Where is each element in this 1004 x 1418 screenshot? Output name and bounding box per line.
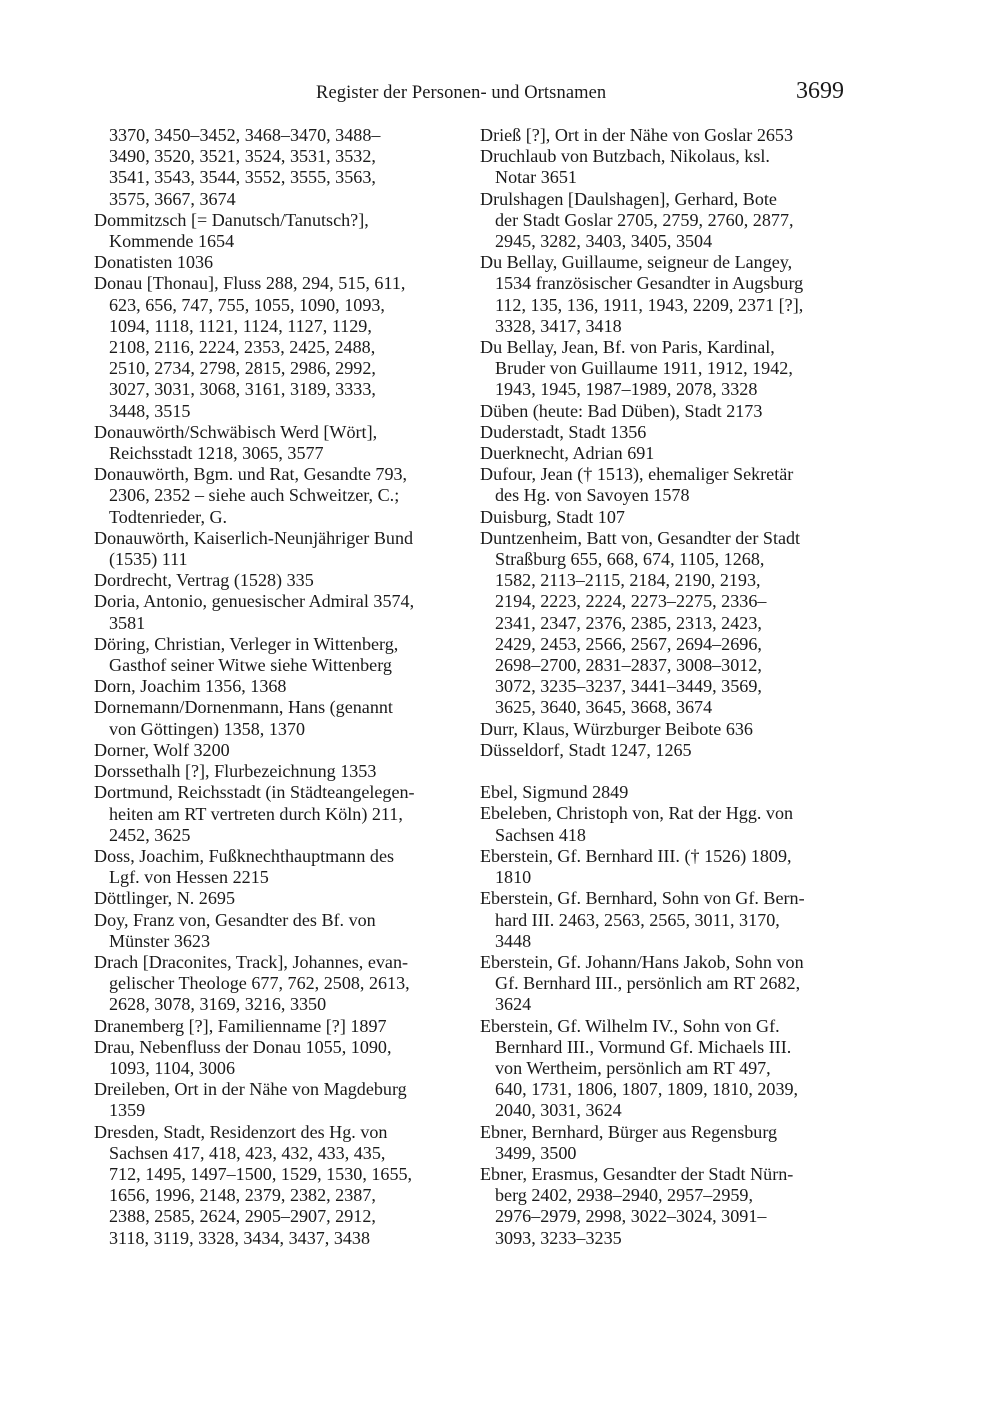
index-entry — [480, 252, 850, 337]
index-entry — [94, 210, 466, 252]
index-entry-line: 2388, 2585, 2624, 2905–2907, 2912, — [109, 1206, 376, 1227]
index-entry-line: Eberstein, Gf. Bernhard III. († 1526) 1809, — [480, 845, 792, 866]
index-entry-line: 2040, 3031, 3624 — [495, 1100, 622, 1121]
index-entry-line: Ebner, Erasmus, Gesandter der Stadt Nürn- — [480, 1163, 794, 1184]
index-entry-line: 2976–2979, 2998, 3022–3024, 3091– — [495, 1206, 767, 1227]
index-entry — [480, 1016, 850, 1122]
index-entry-line: 2429, 2453, 2566, 2567, 2694–2696, — [495, 633, 762, 654]
index-entry-line: Dufour, Jean († 1513), ehemaliger Sekretär — [480, 464, 794, 485]
index-entry-line: 2341, 2347, 2376, 2385, 2313, 2423, — [495, 612, 762, 633]
index-entry — [94, 273, 466, 421]
index-entry-line: Gasthof seiner Witwe siehe Wittenberg — [109, 655, 392, 676]
index-entry — [94, 697, 466, 739]
index-entry-line: 3072, 3235–3237, 3441–3449, 3569, — [495, 676, 762, 697]
index-entry — [480, 528, 850, 719]
index-entry — [94, 570, 466, 591]
index-entry-line: hard III. 2463, 2563, 2565, 3011, 3170, — [495, 909, 780, 930]
index-entry — [94, 464, 466, 528]
index-entry-line: Straßburg 655, 668, 674, 1105, 1268, — [495, 549, 765, 570]
index-entry — [94, 888, 466, 909]
index-entry-line: (1535) 111 — [109, 549, 188, 570]
index-entry-line: 2306, 2352 – siehe auch Schweitzer, C.; — [109, 485, 400, 506]
index-column-right — [480, 125, 850, 1249]
index-entry — [94, 252, 466, 273]
index-entry-line: Du Bellay, Guillaume, seigneur de Langey, — [480, 252, 793, 273]
index-entry-line: gelischer Theologe 677, 762, 2508, 2613, — [109, 973, 410, 994]
index-entry — [480, 189, 850, 253]
index-entry-line: 3625, 3640, 3645, 3668, 3674 — [495, 697, 713, 718]
index-entry-line: von Göttingen) 1358, 1370 — [109, 718, 306, 739]
index-entry — [94, 1079, 466, 1121]
index-entry-line: Ebeleben, Christoph von, Rat der Hgg. von — [480, 803, 794, 824]
index-entry-line: 1810 — [495, 867, 532, 888]
index-entry — [480, 782, 850, 803]
index-entry — [94, 910, 466, 952]
index-entry-line: 3490, 3520, 3521, 3524, 3531, 3532, — [109, 146, 376, 167]
index-entry — [480, 719, 850, 740]
index-entry-line: Kommende 1654 — [109, 231, 235, 252]
index-entry-line: 2194, 2223, 2224, 2273–2275, 2336– — [495, 591, 767, 612]
index-entry — [94, 528, 466, 570]
index-entry-line: Drulshagen [Daulshagen], Gerhard, Bote — [480, 188, 777, 209]
index-entry-line: Druchlaub von Butzbach, Nikolaus, ksl. — [480, 146, 770, 167]
index-entry-line: 3027, 3031, 3068, 3161, 3189, 3333, — [109, 379, 376, 400]
index-entry-line: 112, 135, 136, 1911, 1943, 2209, 2371 [?], — [495, 294, 804, 315]
index-entry-line: 2108, 2116, 2224, 2353, 2425, 2488, — [109, 337, 376, 358]
index-entry-line: Reichsstadt 1218, 3065, 3577 — [109, 443, 324, 464]
index-entry-line: Eberstein, Gf. Bernhard, Sohn von Gf. Bern- — [480, 888, 805, 909]
index-entry-line: Duerknecht, Adrian 691 — [480, 443, 655, 464]
index-entry — [94, 1016, 466, 1037]
index-entry-line: der Stadt Goslar 2705, 2759, 2760, 2877, — [495, 209, 794, 230]
index-entry — [480, 888, 850, 952]
index-entry — [94, 422, 466, 464]
index-entry-line: Donatisten 1036 — [94, 252, 214, 273]
index-entry-line: 3448, 3515 — [109, 400, 191, 421]
index-entry-line: Durr, Klaus, Würzburger Beibote 636 — [480, 718, 753, 739]
index-entry-line: Drau, Nebenfluss der Donau 1055, 1090, — [94, 1036, 392, 1057]
index-entry-line: 3499, 3500 — [495, 1142, 577, 1163]
index-entry — [480, 401, 850, 422]
index-entry-line: 623, 656, 747, 755, 1055, 1090, 1093, — [109, 294, 385, 315]
index-entry — [480, 1164, 850, 1249]
index-entry-line: Donauwörth, Kaiserlich-Neunjähriger Bund — [94, 527, 414, 548]
index-entry-line: 3581 — [109, 612, 146, 633]
index-entry-line: Dorner, Wolf 3200 — [94, 739, 230, 760]
index-entry-line: 3575, 3667, 3674 — [109, 188, 236, 209]
index-entry — [480, 846, 850, 888]
index-entry-line: Döring, Christian, Verleger in Wittenberg, — [94, 633, 399, 654]
index-entry-line: 1093, 1104, 3006 — [109, 1057, 235, 1078]
index-entry-line: Düsseldorf, Stadt 1247, 1265 — [480, 739, 692, 760]
index-entry-line: 1943, 1945, 1987–1989, 2078, 3328 — [495, 379, 758, 400]
index-entry — [94, 740, 466, 761]
index-entry-line: Düben (heute: Bad Düben), Stadt 2173 — [480, 400, 763, 421]
index-entry-line: Dornemann/Dornenmann, Hans (genannt — [94, 697, 393, 718]
index-entry-line: Du Bellay, Jean, Bf. von Paris, Kardinal, — [480, 337, 775, 358]
index-entry-line: 1534 französischer Gesandter in Augsburg — [495, 273, 804, 294]
index-entry-line: Donau [Thonau], Fluss 288, 294, 515, 611, — [94, 273, 406, 294]
index-entry — [94, 676, 466, 697]
index-entry-line: Donauwörth/Schwäbisch Werd [Wört], — [94, 421, 378, 442]
index-entry-line: Lgf. von Hessen 2215 — [109, 867, 269, 888]
index-entry-line: Notar 3651 — [495, 167, 577, 188]
letter-section-gap — [480, 761, 850, 782]
index-entry-line: 3541, 3543, 3544, 3552, 3555, 3563, — [109, 167, 376, 188]
index-entry-continued — [94, 125, 466, 210]
index-entry-line: Todtenrieder, G. — [109, 506, 228, 527]
index-entry-line: Dortmund, Reichsstadt (in Städteangelegen- — [94, 782, 415, 803]
index-column-left — [94, 125, 466, 1249]
index-entry-line: 3118, 3119, 3328, 3434, 3437, 3438 — [109, 1227, 371, 1248]
index-entry-line: 1359 — [109, 1100, 146, 1121]
index-entry-line: Dranemberg [?], Familienname [?] 1897 — [94, 1015, 387, 1036]
index-entry-line: Sachsen 417, 418, 423, 432, 433, 435, — [109, 1142, 386, 1163]
index-entry-line: Eberstein, Gf. Johann/Hans Jakob, Sohn von — [480, 951, 804, 972]
index-entry-line: 3370, 3450–3452, 3468–3470, 3488– — [109, 125, 381, 145]
index-entry-line: Drieß [?], Ort in der Nähe von Goslar 2653 — [480, 125, 794, 145]
index-entry-line: Duntzenheim, Batt von, Gesandter der Stadt — [480, 527, 801, 548]
index-entry — [94, 782, 466, 846]
index-entry-line: Ebner, Bernhard, Bürger aus Regensburg — [480, 1121, 778, 1142]
index-entry — [94, 1122, 466, 1249]
index-entry-line: 1094, 1118, 1121, 1124, 1127, 1129, — [109, 315, 372, 336]
index-entry-line: Dommitzsch [= Danutsch/Tanutsch?], — [94, 209, 369, 230]
index-entry-line: 3328, 3417, 3418 — [495, 315, 622, 336]
index-entry — [480, 507, 850, 528]
index-entry — [480, 443, 850, 464]
index-entry — [480, 422, 850, 443]
index-entry-line: 2628, 3078, 3169, 3216, 3350 — [109, 994, 327, 1015]
page-number: 3699 — [796, 78, 844, 104]
index-entry-line: Duderstadt, Stadt 1356 — [480, 421, 647, 442]
index-entry-line: heiten am RT vertreten durch Köln) 211, — [109, 803, 403, 824]
index-entry-line: 1656, 1996, 2148, 2379, 2382, 2387, — [109, 1185, 376, 1206]
index-entry — [480, 952, 850, 1016]
running-header — [0, 78, 1004, 110]
index-entry — [94, 952, 466, 1016]
index-entry — [480, 803, 850, 845]
index-entry-line: Bernhard III., Vormund Gf. Michaels III. — [495, 1036, 792, 1057]
index-entry — [480, 337, 850, 401]
index-entry-line: Doria, Antonio, genuesischer Admiral 3574, — [94, 591, 415, 612]
index-entry — [94, 1037, 466, 1079]
index-entry-line: 1582, 2113–2115, 2184, 2190, 2193, — [495, 570, 761, 591]
index-entry — [94, 846, 466, 888]
index-entry-line: 712, 1495, 1497–1500, 1529, 1530, 1655, — [109, 1163, 413, 1184]
index-entry-line: von Wertheim, persönlich am RT 497, — [495, 1057, 771, 1078]
index-entry-line: Bruder von Guillaume 1911, 1912, 1942, — [495, 358, 793, 379]
index-entry — [480, 1122, 850, 1164]
index-entry — [94, 761, 466, 782]
index-entry — [480, 740, 850, 761]
index-entry-line: Donauwörth, Bgm. und Rat, Gesandte 793, — [94, 464, 408, 485]
index-entry-line: Duisburg, Stadt 107 — [480, 506, 625, 527]
index-entry-line: Dresden, Stadt, Residenzort des Hg. von — [94, 1121, 388, 1142]
index-entry-line: 3624 — [495, 994, 532, 1015]
index-entry-line: Gf. Bernhard III., persönlich am RT 2682, — [495, 973, 801, 994]
index-entry — [94, 634, 466, 676]
index-entry-line: Döttlinger, N. 2695 — [94, 888, 235, 909]
index-entry — [480, 146, 850, 188]
index-entry-line: Ebel, Sigmund 2849 — [480, 782, 629, 803]
running-title: Register der Personen- und Ortsnamen — [316, 83, 607, 103]
index-entry-line: Sachsen 418 — [495, 824, 586, 845]
index-entry-line: Eberstein, Gf. Wilhelm IV., Sohn von Gf. — [480, 1015, 780, 1036]
index-entry-line: 2945, 3282, 3403, 3405, 3504 — [495, 231, 713, 252]
index-entry-line: 640, 1731, 1806, 1807, 1809, 1810, 2039, — [495, 1079, 799, 1100]
index-entry-line: 2452, 3625 — [109, 824, 191, 845]
index-entry-line: des Hg. von Savoyen 1578 — [495, 485, 690, 506]
index-entry-line: Doss, Joachim, Fußknechthauptmann des — [94, 845, 395, 866]
index-entry-line: Drach [Draconites, Track], Johannes, evan- — [94, 951, 409, 972]
index-entry-line: 2698–2700, 2831–2837, 3008–3012, — [495, 655, 762, 676]
index-entry-line: Dordrecht, Vertrag (1528) 335 — [94, 570, 314, 591]
index-entry-line: 3448 — [495, 930, 532, 951]
index-entry-line: Dorn, Joachim 1356, 1368 — [94, 676, 287, 697]
index-entry-line: Dorssethalh [?], Flurbezeichnung 1353 — [94, 761, 377, 782]
index-entry — [480, 125, 850, 146]
index-entry — [480, 464, 850, 506]
index-entry-line: Dreileben, Ort in der Nähe von Magdeburg — [94, 1079, 407, 1100]
index-entry-line: 2510, 2734, 2798, 2815, 2986, 2992, — [109, 358, 376, 379]
index-entry — [94, 591, 466, 633]
index-entry-line: 3093, 3233–3235 — [495, 1227, 622, 1248]
index-entry-line: berg 2402, 2938–2940, 2957–2959, — [495, 1185, 753, 1206]
index-entry-line: Doy, Franz von, Gesandter des Bf. von — [94, 909, 376, 930]
index-entry-line: Münster 3623 — [109, 930, 211, 951]
